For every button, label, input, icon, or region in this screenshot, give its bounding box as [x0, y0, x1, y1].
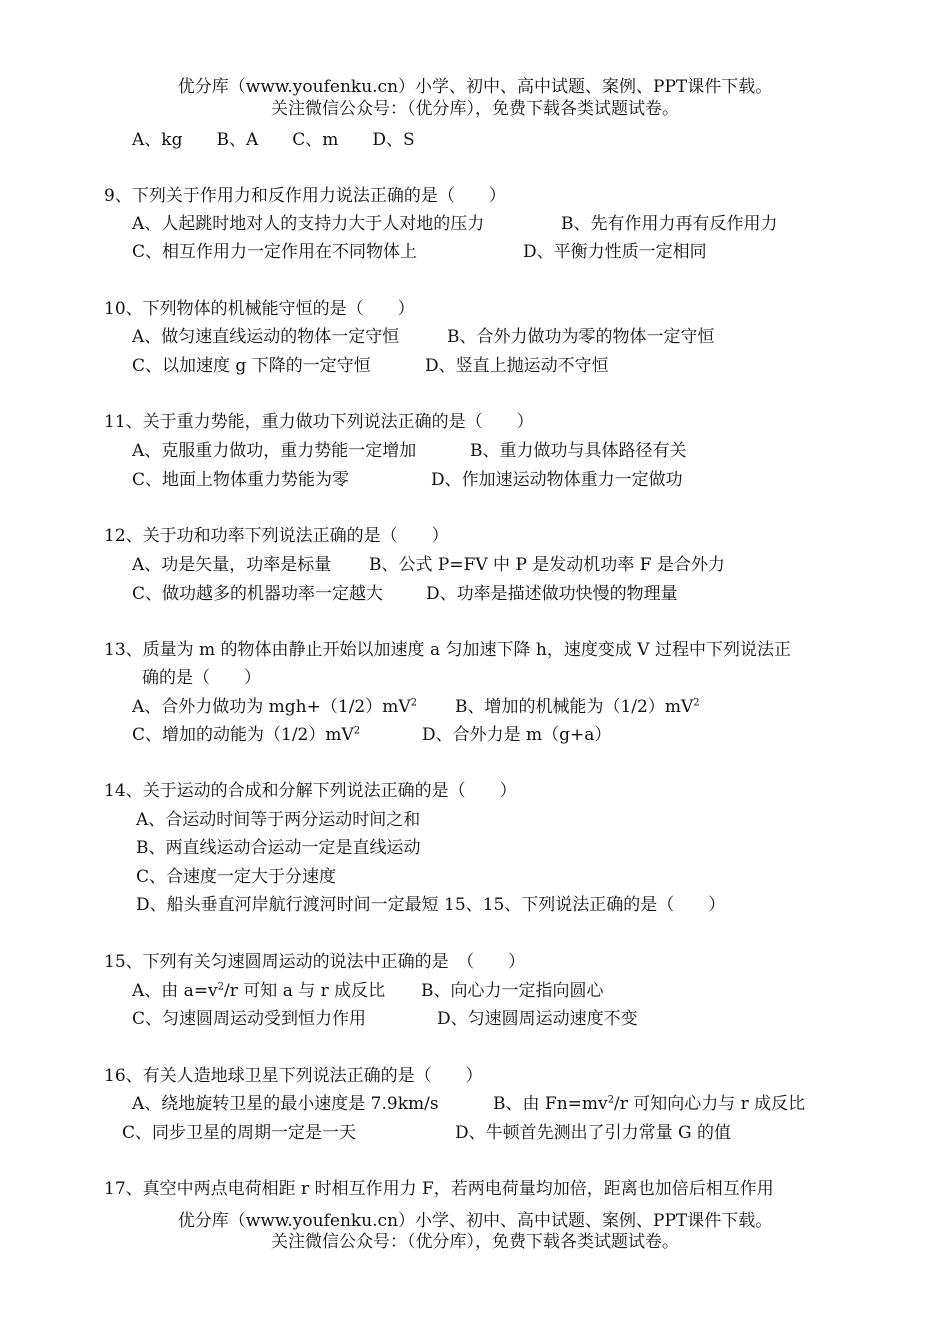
q15-option-a-sup: 2: [217, 981, 225, 993]
q16-option-b: [493, 1093, 805, 1115]
q13-option-b-sup: 2: [693, 697, 700, 709]
q15-option-d: D、匀速圆周运动速度不变: [437, 1009, 638, 1029]
q11-stem: 11、关于重力势能，重力做功下列说法正确的是（ ）: [104, 412, 534, 432]
q15-option-a-post: /r 可知 a 与 r 成反比: [224, 981, 386, 1001]
q9-option-d: D、平衡力性质一定相同: [523, 242, 707, 262]
q13-option-c-text: C、增加的动能为（1/2）mV: [132, 725, 354, 745]
q16-option-b-post: /r 可知向心力与 r 成反比: [613, 1094, 806, 1114]
q17-stem: 17、真空中两点电荷相距 r 时相互作用力 F，若两电荷量均加倍，距离也加倍后相互作用: [104, 1179, 774, 1199]
header-line-2: 关注微信公众号：（优分库），免费下载各类试题试卷。: [271, 99, 679, 119]
q11-option-c: C、地面上物体重力势能为零: [132, 470, 350, 490]
q15-option-a-pre: A、由 a=v: [132, 981, 218, 1001]
q16-option-b-sup: 2: [607, 1094, 614, 1106]
q15-stem: 15、下列有关匀速圆周运动的说法中正确的是 （ ）: [104, 952, 526, 972]
q16-option-c: C、同步卫星的周期一定是一天: [122, 1123, 357, 1143]
q12-option-d: D、功率是描述做功快慢的物理量: [426, 584, 678, 604]
q13-option-a-sup: 2: [410, 697, 418, 709]
q13-stem-continued: 确的是（ ）: [142, 668, 261, 688]
q12-option-c: C、做功越多的机器功率一定越大: [132, 584, 384, 604]
q10-option-d: D、竖直上抛运动不守恒: [425, 356, 609, 376]
q10-option-c: C、以加速度 g 下降的一定守恒: [132, 356, 371, 376]
q13-option-a: [132, 696, 417, 718]
q13-option-b-text: B、增加的机械能为（1/2）mV: [455, 697, 694, 717]
q12-option-a: A、功是矢量，功率是标量: [132, 555, 332, 575]
q15-option-b: B、向心力一定指向圆心: [421, 981, 604, 1001]
q16-option-d: D、牛顿首先测出了引力常量 G 的值: [455, 1123, 732, 1143]
footer-line-2: 关注微信公众号：（优分库），免费下载各类试题试卷。: [271, 1232, 679, 1252]
q15-option-a: [132, 980, 385, 1002]
q10-option-b: B、合外力做功为零的物体一定守恒: [447, 327, 715, 347]
q14-option-d: D、船头垂直河岸航行渡河时间一定最短 15、15、下列说法正确的是（ ）: [136, 895, 726, 915]
q13-stem: 13、质量为 m 的物体由静止开始以加速度 a 匀加速下降 h，速度变成 V 过程中下列说法正: [104, 640, 791, 660]
q9-stem: 9、下列关于作用力和反作用力说法正确的是（ ）: [104, 186, 506, 206]
q14-option-c: C、合速度一定大于分速度: [136, 867, 337, 887]
q9-option-b: B、先有作用力再有反作用力: [561, 214, 778, 234]
q8-options: A、kg B、A C、m D、S: [132, 130, 415, 150]
q14-option-a: A、合运动时间等于两分运动时间之和: [136, 810, 421, 830]
q10-stem: 10、下列物体的机械能守恒的是（ ）: [104, 299, 415, 319]
q13-option-c: [132, 724, 360, 746]
q14-option-b: B、两直线运动合运动一定是直线运动: [136, 838, 421, 858]
q10-option-a: A、做匀速直线运动的物体一定守恒: [132, 327, 400, 347]
q16-option-b-pre: B、由 Fn=mv: [493, 1094, 608, 1114]
q12-option-b: B、公式 P=FV 中 P 是发动机功率 F 是合外力: [369, 555, 725, 575]
q12-stem: 12、关于功和功率下列说法正确的是（ ）: [104, 526, 449, 546]
q11-option-a: A、克服重力做功，重力势能一定增加: [132, 441, 417, 461]
q15-option-c: C、匀速圆周运动受到恒力作用: [132, 1009, 367, 1029]
header-line-1: 优分库（www.youfenku.cn）小学、初中、高中试题、案例、PPT课件下载。: [177, 77, 773, 97]
q11-option-b: B、重力做功与具体路径有关: [470, 441, 687, 461]
q11-option-d: D、作加速运动物体重力一定做功: [431, 470, 683, 490]
footer-line-1: 优分库（www.youfenku.cn）小学、初中、高中试题、案例、PPT课件下载。: [177, 1211, 773, 1231]
q13-option-a-text: A、合外力做功为 mgh+（1/2）mV: [132, 697, 411, 717]
q13-option-d: D、合外力是 m（g+a）: [422, 725, 612, 745]
q13-option-b: [455, 696, 700, 718]
q14-stem: 14、关于运动的合成和分解下列说法正确的是（ ）: [104, 781, 517, 801]
q16-option-a: A、绕地旋转卫星的最小速度是 7.9km/s: [132, 1094, 439, 1114]
q9-option-c: C、相互作用力一定作用在不同物体上: [132, 242, 418, 262]
q13-option-c-sup: 2: [353, 725, 361, 737]
q9-option-a: A、人起跳时地对人的支持力大于人对地的压力: [132, 214, 485, 234]
q16-stem: 16、有关人造地球卫星下列说法正确的是（ ）: [104, 1066, 483, 1086]
